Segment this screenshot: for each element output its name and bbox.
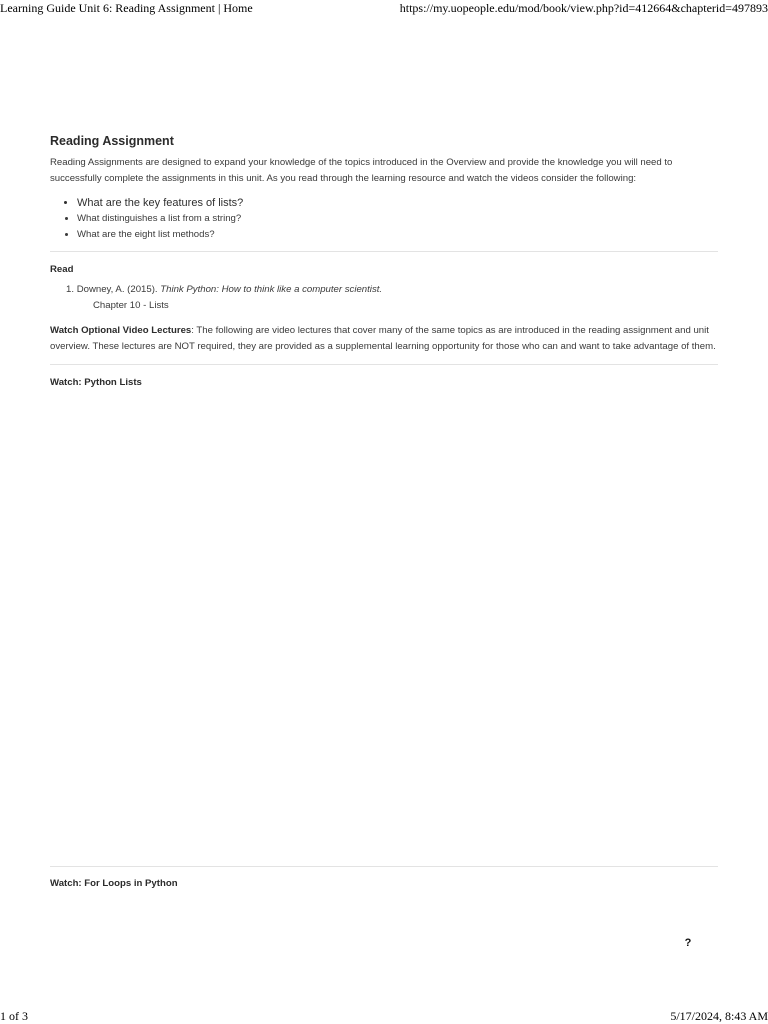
video-lectures-label: Watch Optional Video Lectures <box>50 325 192 336</box>
print-header <box>0 0 768 18</box>
main-content <box>50 132 718 390</box>
reading-item <box>66 282 718 314</box>
list-item: • What distinguishes a list from a string? <box>77 211 718 227</box>
question-list <box>50 195 718 243</box>
reading-book-title[interactable]: Think Python: How to think like a computer scientist. <box>160 284 383 295</box>
divider <box>50 251 718 252</box>
video-lectures-paragraph <box>50 323 718 355</box>
watch-python-lists[interactable]: Watch: Python Lists <box>50 377 142 388</box>
video-lectures-description: : The following are video lectures that cover many of the same topics as are introduced in the reading assignment and unit overview. These lectures are NOT required, they are provided as a supplemental learning opportunity for those who can and want to take advantage of them. <box>50 325 716 352</box>
divider <box>50 866 718 867</box>
section-title: Reading Assignment <box>50 134 174 148</box>
watch-for-loops[interactable]: Watch: For Loops in Python <box>50 878 178 889</box>
list-item: • What are the key features of lists? <box>77 195 718 211</box>
print-datetime: 5/17/2024, 8:43 AM <box>670 1009 768 1023</box>
divider <box>50 364 718 365</box>
page-number: 1 of 3 <box>0 1009 28 1023</box>
reading-author: Downey, A. (2015). <box>76 284 158 295</box>
read-heading: Read <box>50 264 74 275</box>
reading-number: 1. <box>66 284 75 295</box>
intro-paragraph: Reading Assignments are designed to expand your knowledge of the topics introduced in the Overview and provide the knowledge you will need to successfully complete the assignments in this unit. As you read through the learning resource and watch the videos consider the following: <box>50 157 673 184</box>
reading-chapter: Chapter 10 - Lists <box>93 300 169 311</box>
print-footer <box>0 1009 768 1024</box>
list-item: • What are the eight list methods? <box>77 227 718 243</box>
help-button[interactable]: ? <box>684 937 692 949</box>
reading-list <box>50 282 718 314</box>
page-title: Learning Guide Unit 6: Reading Assignment | Home <box>0 1 253 15</box>
page-url[interactable]: https://my.uopeople.edu/mod/book/view.php?id=412664&chapterid=497893 <box>399 1 768 15</box>
